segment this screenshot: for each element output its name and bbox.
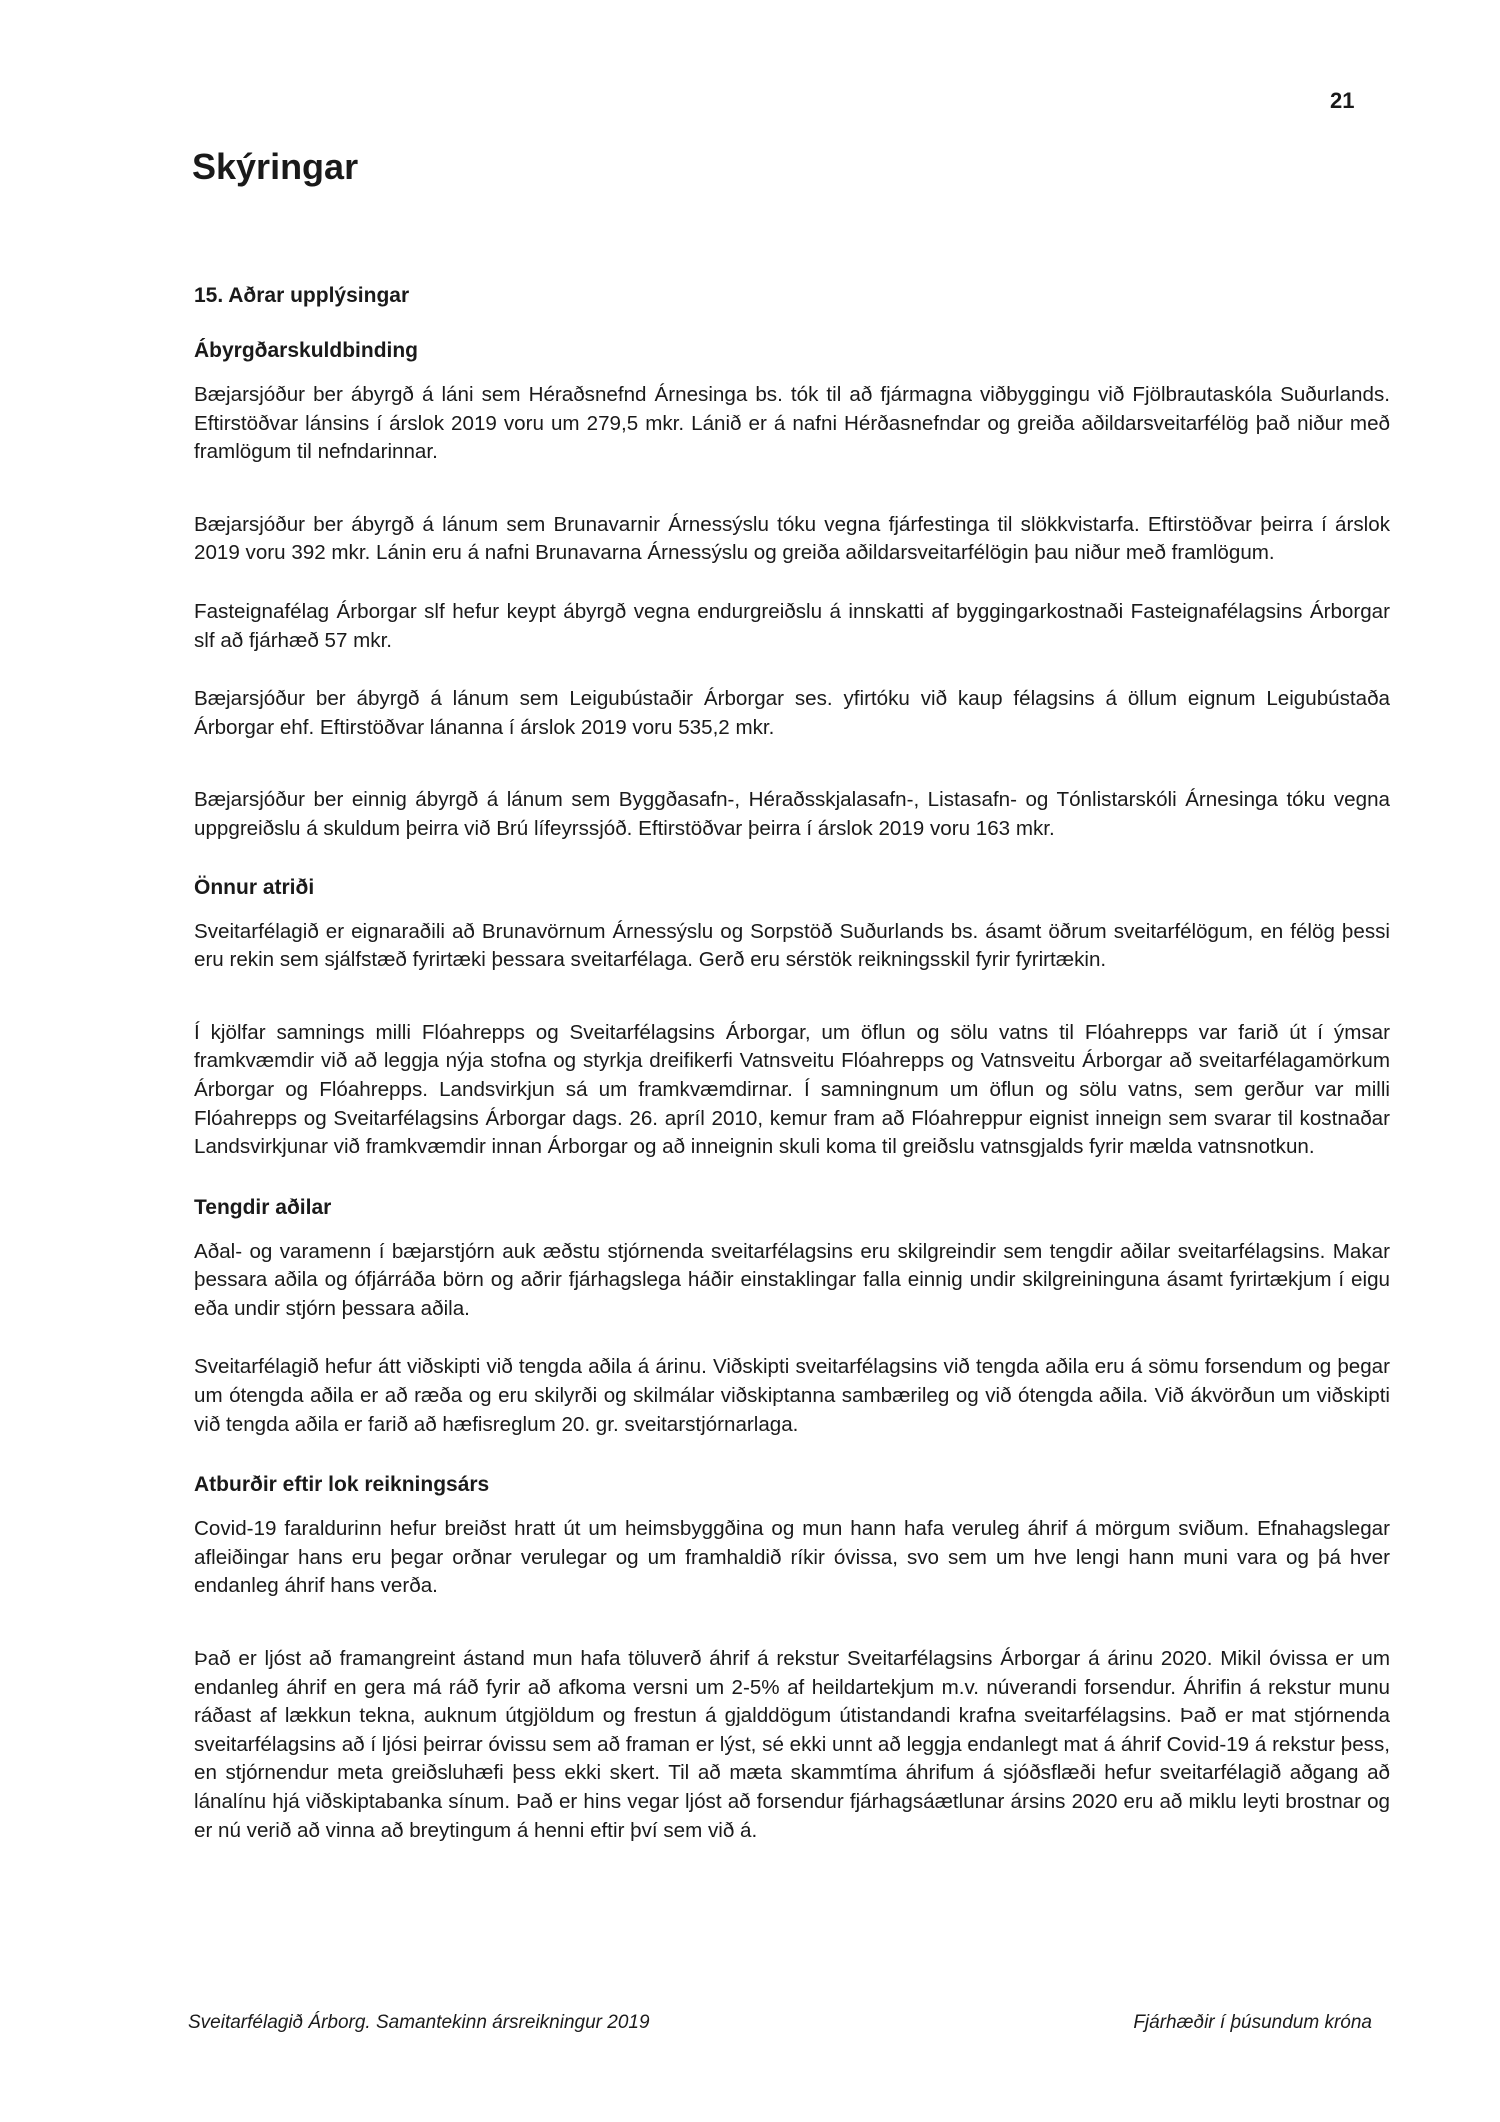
paragraph: Aðal- og varamenn í bæjarstjórn auk æðstu stjórnenda sveitarfélagsins eru skilgreindir sem tengdir aðilar sveitarfélagsins. Makar þessara aðila og ófjárráða börn og aðrir fjárhagslega háðir einstaklingar falla einnig undir skilgreininguna ásamt fyrirtækjum í eigu eða undir stjórn þessara aðila. [194, 1239, 1390, 1320]
page-title: Skýringar [192, 146, 359, 187]
paragraph: Bæjarsjóður ber einnig ábyrgð á lánum sem Byggðasafn-, Héraðsskjalasafn-, Listasafn- og Tónlistarskóli Árnesinga tóku vegna uppgreiðslu á skuldum þeirra við Brú lífeyrssjóð. Eftirstöðvar þeirra í árslok 2019 voru 163 mkr. [194, 788, 1390, 840]
footer-left-text: Sveitarfélagið Árborg. Samantekinn ársreikningur 2019 [188, 2012, 650, 2033]
paragraph: Bæjarsjóður ber ábyrgð á lánum sem Brunavarnir Árnessýslu tóku vegna fjárfestinga til slökkvistarfa. Eftirstöðvar þeirra í árslok 2019 voru 392 mkr. Lánin eru á nafni Brunavarna Árnessýslu og greiða aðildarsveitarfélögin þau niður með framlögum. [194, 512, 1390, 565]
subsection-heading-guarantees: Ábyrgðarskuldbinding [194, 339, 419, 362]
paragraph: Bæjarsjóður ber ábyrgð á lánum sem Leigubústaðir Árborgar ses. yfirtóku við kaup félagsins á öllum eignum Leigubústaða Árborgar ehf. Eftirstöðvar lánanna í árslok 2019 voru 535,2 mkr. [194, 687, 1390, 739]
paragraph: Fasteignafélag Árborgar slf hefur keypt ábyrgð vegna endurgreiðslu á innskatti af byggingarkostnaði Fasteignafélagsins Árborgar slf að fjárhæð 57 mkr. [194, 599, 1390, 652]
paragraph: Bæjarsjóður ber ábyrgð á láni sem Héraðsnefnd Árnesinga bs. tók til að fjármagna viðbyggingu við Fjölbrautaskóla Suðurlands. Eftirstöðvar lánsins í árslok 2019 voru um 279,5 mkr. Lánið er á nafni Hérðasnefndar og greiða aðildarsveitarfélög það niður með framlögum til nefndarinnar. [194, 383, 1390, 464]
notes-section [194, 282, 1390, 1875]
footer-right-text: Fjárhæðir í þúsundum króna [1133, 2012, 1372, 2033]
subsection-heading-other: Önnur atriði [194, 875, 315, 899]
subsection-heading-related-parties: Tengdir aðilar [194, 1195, 332, 1219]
paragraph: Covid-19 faraldurinn hefur breiðst hratt út um heimsbyggðina og mun hann hafa veruleg áhrif á mörgum sviðum. Efnahagslegar afleiðingar hans eru þegar orðnar verulegar og um framhaldið ríkir óvissa, svo sem um hve lengi hann muni vara og þá hver endanleg áhrif hans verða. [194, 1517, 1390, 1598]
subsection-heading-subsequent-events: Atburðir eftir lok reikningsárs [194, 1473, 490, 1497]
page-footer [188, 2012, 1372, 2034]
paragraph: Í kjölfar samnings milli Flóahrepps og Sveitarfélagsins Árborgar, um öflun og sölu vatns til Flóahrepps var farið út í ýmsar framkvæmdir við að leggja nýja stofna og styrkja dreifikerfi Vatnsveitu Flóahrepps og Vatnsveitu Árborgar að sveitarfélagamörkum Árborgar og Flóahrepps. Landsvirkjun sá um framkvæmdirnar. Í samningnum um öflun og sölu vatns, sem gerður var milli Flóahrepps og Sveitarfélagsins Árborgar dags. 26. apríl 2010, kemur fram að Flóahreppur eignist inneign sem svarar til kostnaðar Landsvirkjunar við framkvæmdir innan Árborgar og að inneignin skuli koma til greiðslu vatnsgjalds fyrir mælda vatnsnotkun. [194, 1020, 1390, 1159]
paragraph: Það er ljóst að framangreint ástand mun hafa töluverð áhrif á rekstur Sveitarfélagsins Árborgar á árinu 2020. Mikil óvissa er um endanleg áhrif en gera má ráð fyrir að afkoma versni um 2-5% af heildartekjum m.v. núverandi forsendur. Áhrifin á rekstur munu ráðast af lækkun tekna, auknum útgjöldum og frestun á gjalddögum útistandandi krafna sveitarfélagsins. Það er mat stjórnenda sveitarfélagsins að í ljósi þeirrar óvissu sem að framan er lýst, sé ekki unnt að leggja endanlegt mat á áhrif Covid-19 á rekstur þess, en stjórnendur meta greiðsluhæfi þess ekki skert. Til að mæta skammtíma áhrifum á sjóðsflæði hefur sveitarfélagið aðgang að lánalínu hjá viðskiptabanka sínum. Það er hins vegar ljóst að forsendur fjárhagsáætlunar ársins 2020 eru að miklu leyti brostnar og er nú verið að vinna að breytingum á henni eftir því sem við á. [194, 1647, 1390, 1842]
paragraph: Sveitarfélagið hefur átt viðskipti við tengda aðila á árinu. Viðskipti sveitarfélagsins við tengda aðila eru á sömu forsendum og þegar um ótengda aðila er að ræða og eru skilyrði og skilmálar viðskiptanna sambærileg og við ótengda aðila. Við ákvörðun um viðskipti við tengda aðila er farið að hæfisreglum 20. gr. sveitarstjórnarlaga. [194, 1355, 1390, 1436]
section-heading: 15. Aðrar upplýsingar [194, 284, 410, 307]
page-number: 21 [1330, 88, 1355, 113]
paragraph: Sveitarfélagið er eignaraðili að Brunavörnum Árnessýslu og Sorpstöð Suðurlands bs. ásamt öðrum sveitarfélögum, en félög þessi eru rekin sem sjálfstæð fyrirtæki þessara sveitarfélaga. Gerð eru sérstök reikningsskil fyrir fyrirtækin. [194, 919, 1390, 972]
